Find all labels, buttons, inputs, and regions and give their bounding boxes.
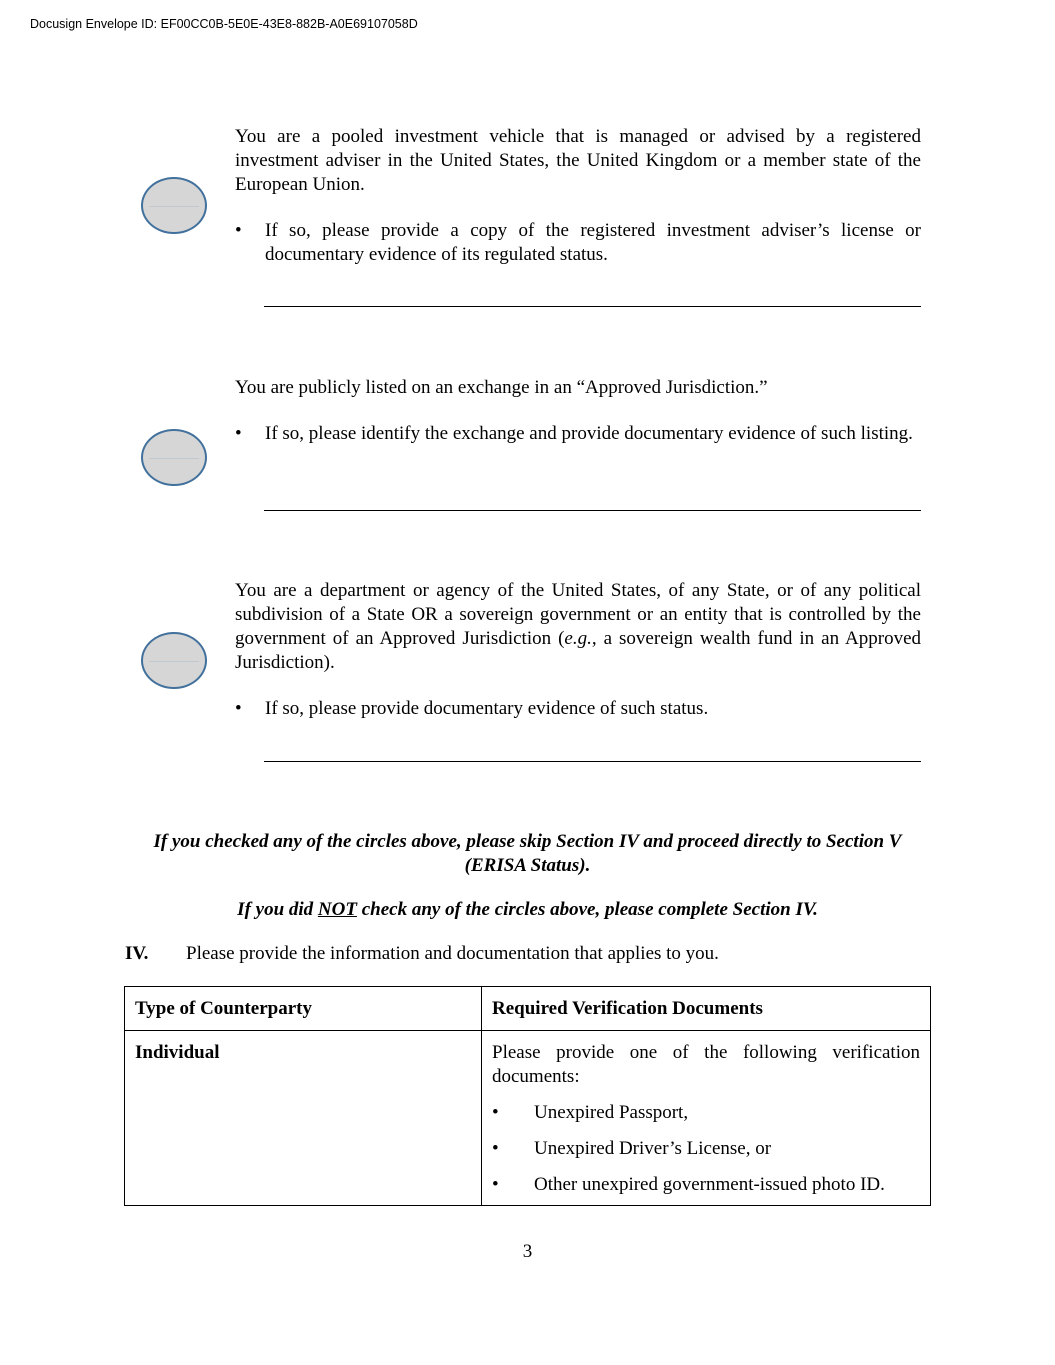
table-header-row: [125, 987, 931, 1031]
response-line-publicly-listed[interactable]: [264, 510, 921, 511]
list-item: • Unexpired Driver’s License, or: [492, 1138, 772, 1159]
required-documents-list: [492, 1101, 920, 1197]
option-radio-publicly-listed[interactable]: [141, 429, 207, 486]
bullet-icon: •: [492, 1174, 499, 1195]
bullet-text: If so, please identify the exchange and provide documentary evidence of such listing.: [265, 423, 913, 444]
bullet-text: If so, please provide documentary evidence of such status.: [265, 698, 709, 719]
bullet-icon: •: [235, 698, 242, 719]
counterparty-type-cell: Individual: [125, 1031, 482, 1206]
header-required-documents: Required Verification Documents: [482, 987, 931, 1031]
response-line-pooled-vehicle[interactable]: [264, 306, 921, 307]
required-documents-cell: [482, 1031, 931, 1206]
bullet-icon: •: [235, 220, 242, 241]
bullet-text: If so, please provide a copy of the registered investment adviser’s license or documentary evidence of its regulated status.: [265, 220, 921, 265]
bullet-icon: •: [492, 1102, 499, 1123]
verification-table: [124, 986, 931, 1206]
option-radio-government-entity[interactable]: [141, 632, 207, 689]
bullet-icon: •: [235, 423, 242, 444]
option-statement-publicly-listed: You are publicly listed on an exchange in an “Approved Jurisdiction.”: [235, 377, 768, 398]
header-counterparty-type: Type of Counterparty: [125, 987, 482, 1031]
bullet-icon: •: [492, 1138, 499, 1159]
option-statement-government-entity: You are a department or agency of the United States, of any State, or of any political subdivision of a State OR a sovereign government or an entity that is controlled by the government of an Approved Jurisdiction (e.g., a sovereign wealth fund in an Approved Jurisdiction).: [235, 580, 921, 673]
section-number: IV.: [125, 943, 149, 964]
required-documents-intro: Please provide one of the following verification documents:: [492, 1042, 920, 1087]
response-line-government-entity[interactable]: [264, 761, 921, 762]
option-statement-pooled-vehicle: You are a pooled investment vehicle that is managed or advised by a registered investment adviser in the United States, the United Kingdom or a member state of the European Union.: [235, 126, 921, 195]
envelope-id: Docusign Envelope ID: EF00CC0B-5E0E-43E8-882B-A0E69107058D: [30, 17, 418, 31]
list-item: • Unexpired Passport,: [492, 1102, 689, 1123]
page-number: 3: [522, 1241, 533, 1262]
option-radio-pooled-vehicle[interactable]: [141, 177, 207, 234]
table-row: [125, 1031, 931, 1206]
complete-instruction: If you did NOT check any of the circles above, please complete Section IV.: [237, 899, 818, 920]
list-item: • Other unexpired government-issued photo ID.: [492, 1174, 885, 1195]
section-text: Please provide the information and documentation that applies to you.: [186, 943, 719, 964]
skip-instruction: If you checked any of the circles above, please skip Section IV and proceed directly to Section V (ERISA Status).: [153, 831, 902, 876]
